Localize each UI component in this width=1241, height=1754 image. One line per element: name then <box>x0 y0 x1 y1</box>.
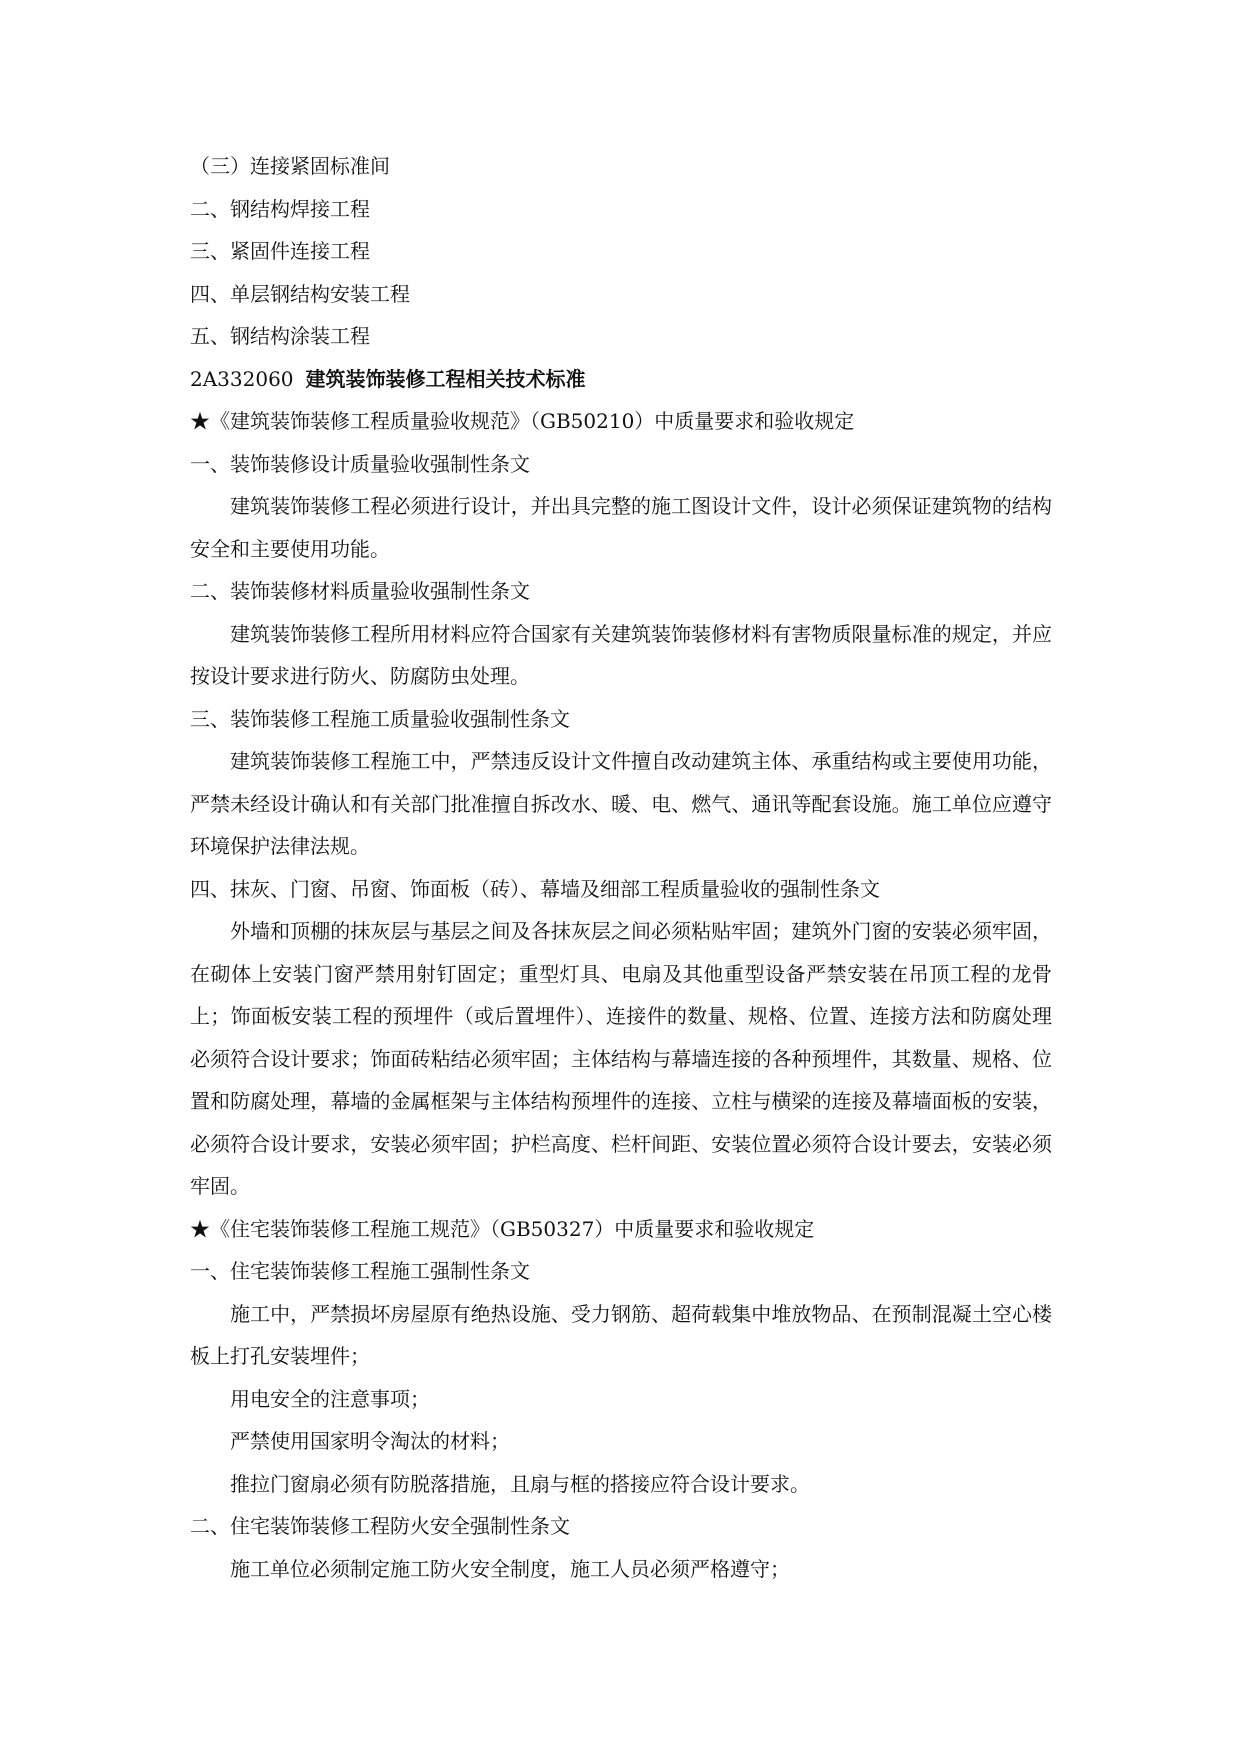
paragraph: 严禁使用国家明令淘汰的材料； <box>230 1429 510 1453</box>
subheading: 一、住宅装饰装修工程施工强制性条文 <box>190 1259 530 1283</box>
subheading: 四、抹灰、门窗、吊窗、饰面板（砖）、幕墙及细部工程质量验收的强制性条文 <box>190 876 880 901</box>
standard-heading: ★《建筑装饰装修工程质量验收规范》（GB50210）中质量要求和验收规定 <box>190 409 855 433</box>
subheading: 四、单层钢结构安装工程 <box>190 281 410 306</box>
subheading: 一、装饰装修设计质量验收强制性条文 <box>190 451 530 476</box>
section-code: 2A332060 <box>190 366 294 391</box>
paragraph: 用电安全的注意事项； <box>230 1386 430 1411</box>
paragraph: 外墙和顶棚的抹灰层与基层之间及各抹灰层之间必须粘贴牢固；建筑外门窗的安装必须牢固，在砌体上安装门窗严禁用射钉固定；重型灯具、电扇及其他重型设备严禁安装在吊顶工程的龙骨上；饰面板安装工程的预埋件（或后置埋件）、连接件的数量、规格、位置、连接方法和防腐处理必须符合设计要求；饰面砖粘结必须牢固；主体结构与幕墙连接的各种预埋件，其数量、规格、位置和防腐处理，幕墙的金属框架与主体结构预埋件的连接、立柱与横梁的连接及幕墙面板的安装，必须符合设计要求，安装必须牢固；护栏高度、栏杆间距、安装位置必须符合设计要去，安装必须牢固。 <box>190 919 1052 1198</box>
subheading: 二、钢结构焊接工程 <box>190 196 370 221</box>
paragraph: 建筑装饰装修工程必须进行设计，并出具完整的施工图设计文件，设计必须保证建筑物的结构安全和主要使用功能。 <box>190 494 1052 561</box>
subheading: 三、装饰装修工程施工质量验收强制性条文 <box>190 706 570 731</box>
paragraph: 建筑装饰装修工程所用材料应符合国家有关建筑装饰装修材料有害物质限量标准的规定，并应按设计要求进行防火、防腐防虫处理。 <box>190 621 1052 688</box>
subheading: 二、住宅装饰装修工程防火安全强制性条文 <box>190 1514 570 1538</box>
subheading: 二、装饰装修材料质量验收强制性条文 <box>190 579 530 603</box>
paragraph: 施工单位必须制定施工防火安全制度，施工人员必须严格遵守； <box>230 1556 790 1581</box>
section-title <box>190 358 1052 401</box>
paragraph: 推拉门窗扇必须有防脱落措施，且扇与框的搭接应符合设计要求。 <box>230 1471 810 1496</box>
subheading: 五、钢结构涂装工程 <box>190 324 370 348</box>
subheading: （三）连接紧固标准间 <box>190 154 390 178</box>
section-title-text: 建筑装饰装修工程相关技术标准 <box>305 366 586 391</box>
paragraph: 建筑装饰装修工程施工中，严禁违反设计文件擅自改动建筑主体、承重结构或主要使用功能，严禁未经设计确认和有关部门批准擅自拆改水、暖、电、燃气、通讯等配套设施。施工单位应遵守环境保护法律法规。 <box>190 749 1052 858</box>
subheading: 三、紧固件连接工程 <box>190 239 370 263</box>
paragraph: 施工中，严禁损坏房屋原有绝热设施、受力钢筋、超荷载集中堆放物品、在预制混凝土空心楼板上打孔安装埋件； <box>190 1301 1052 1368</box>
document-body <box>190 145 1052 1590</box>
standard-heading: ★《住宅装饰装修工程施工规范》（GB50327）中质量要求和验收规定 <box>190 1216 815 1241</box>
